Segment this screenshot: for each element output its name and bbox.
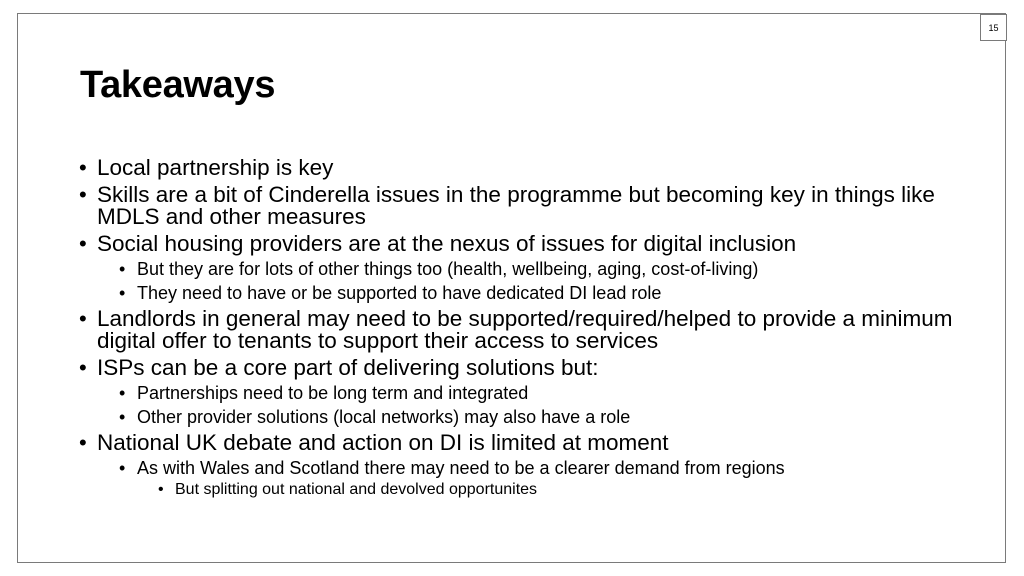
bullet-item	[79, 352, 959, 379]
bullet-item	[79, 152, 959, 179]
bullet-text: ISPs can be a core part of delivering solutions but:	[97, 355, 599, 380]
bullet-text: Landlords in general may need to be supported/required/helped to provide a minimum digital offer to tenants to support their access to services	[97, 306, 953, 353]
bullet-dot-icon: •	[79, 355, 87, 380]
bullet-dot-icon: •	[158, 481, 164, 498]
sub-bullet-item	[79, 255, 959, 279]
bullet-text: Local partnership is key	[97, 155, 334, 180]
bullet-text: Other provider solutions (local networks) may also have a role	[137, 407, 631, 427]
sub-sub-bullet-item	[79, 478, 959, 499]
sub-bullet-item	[79, 279, 959, 303]
bullet-dot-icon: •	[119, 407, 126, 427]
bullet-dot-icon: •	[79, 231, 87, 256]
bullet-text: Social housing providers are at the nexus of issues for digital inclusion	[97, 231, 797, 256]
bullet-text: But splitting out national and devolved opportunites	[175, 481, 538, 498]
bullet-dot-icon: •	[79, 182, 87, 207]
bullet-dot-icon: •	[119, 458, 126, 478]
sub-bullet-item	[79, 454, 959, 478]
bullet-dot-icon: •	[79, 430, 87, 455]
bullet-text: Partnerships need to be long term and integrated	[137, 383, 529, 403]
bullet-item	[79, 427, 959, 454]
page-number	[980, 14, 1007, 41]
bullet-text: But they are for lots of other things too (health, wellbeing, aging, cost-of-living)	[137, 259, 759, 279]
sub-bullet-item	[79, 403, 959, 427]
bullet-text: They need to have or be supported to have dedicated DI lead role	[137, 283, 662, 303]
bullet-dot-icon: •	[119, 259, 126, 279]
bullet-item	[79, 179, 959, 228]
bullet-list	[79, 152, 959, 499]
slide-title: Takeaways	[80, 64, 276, 106]
bullet-item	[79, 303, 959, 352]
sub-bullet-item	[79, 379, 959, 403]
bullet-dot-icon: •	[119, 283, 126, 303]
bullet-dot-icon: •	[79, 306, 87, 331]
bullet-dot-icon: •	[79, 155, 87, 180]
bullet-dot-icon: •	[119, 383, 126, 403]
bullet-text: Skills are a bit of Cinderella issues in the programme but becoming key in things like MDLS and other measures	[97, 182, 935, 229]
bullet-text: National UK debate and action on DI is limited at moment	[97, 430, 669, 455]
page-number-label: 15	[988, 22, 999, 33]
bullet-item	[79, 228, 959, 255]
bullet-text: As with Wales and Scotland there may need to be a clearer demand from regions	[137, 458, 785, 478]
